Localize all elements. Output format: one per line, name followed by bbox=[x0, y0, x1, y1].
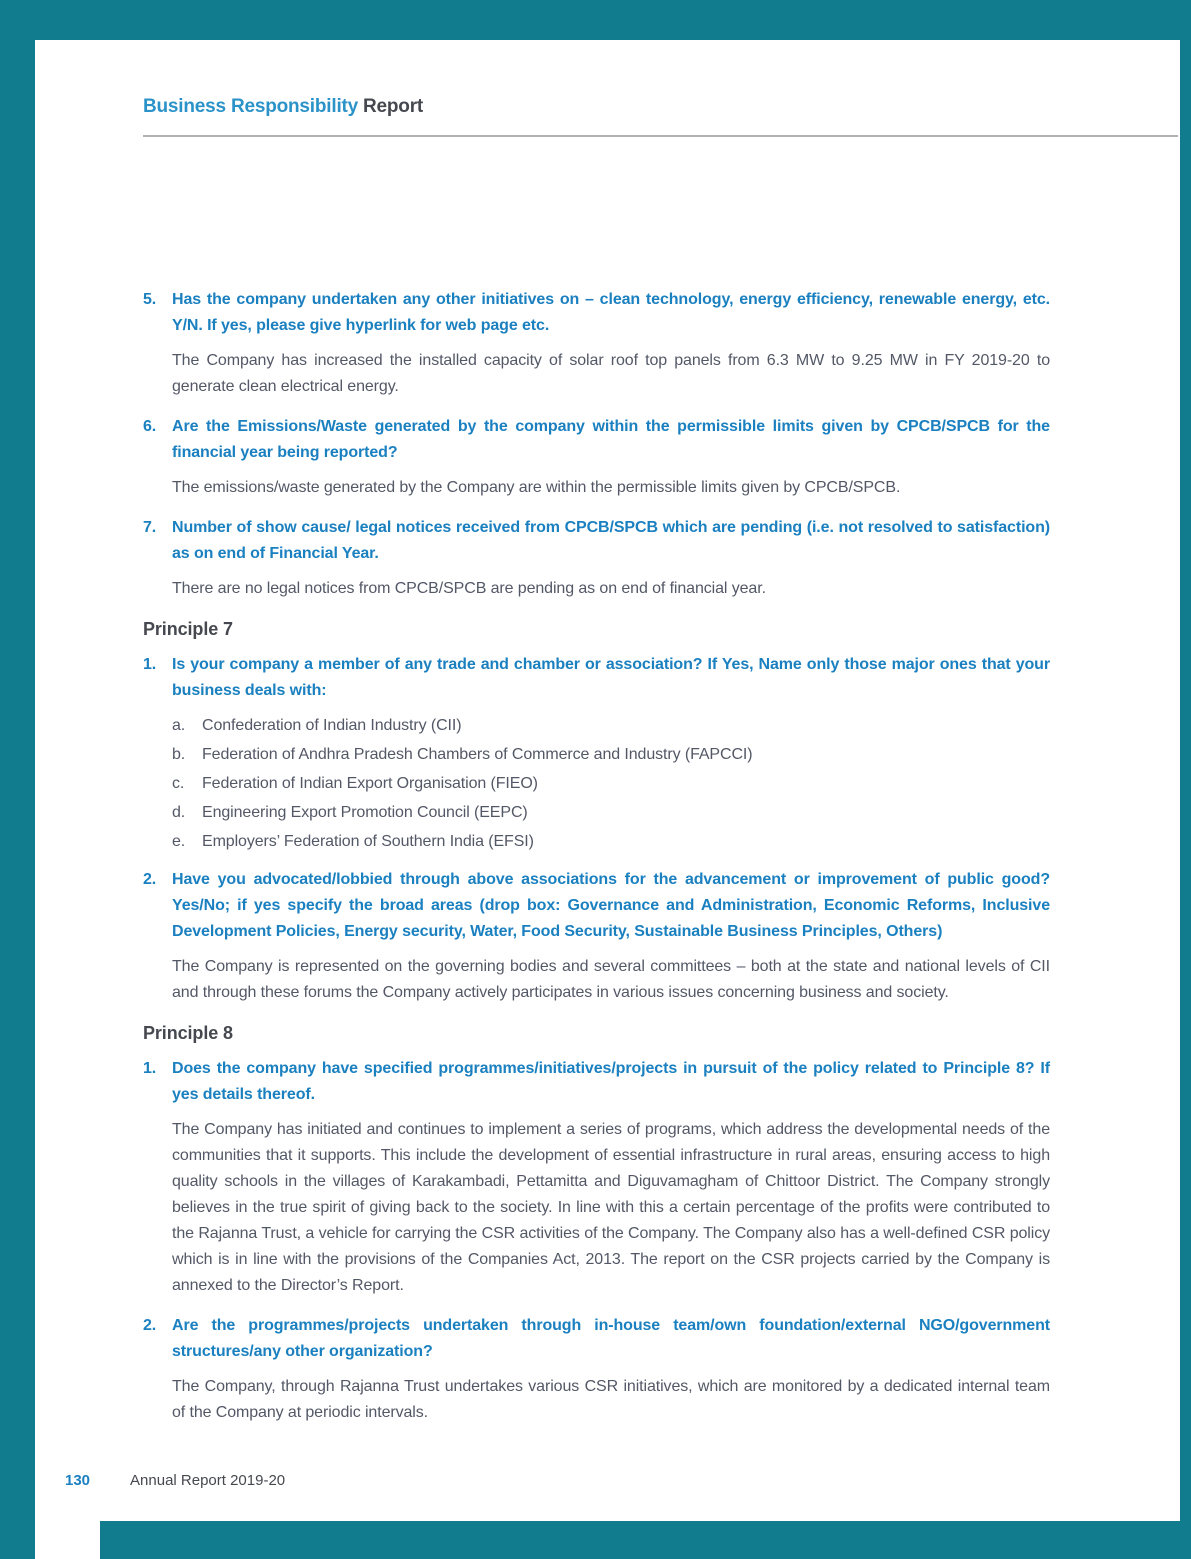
answer-text: There are no legal notices from CPCB/SPCB are pending as on end of financial year. bbox=[172, 580, 766, 597]
question-item bbox=[143, 1056, 1050, 1108]
page-content bbox=[143, 287, 1050, 1440]
header-divider bbox=[143, 135, 1178, 137]
answer-text: The Company, through Rajanna Trust undertakes various CSR initiatives, which are monitored by a dedicated internal team of the Company at periodic intervals. bbox=[172, 1378, 1050, 1421]
question-text: Are the Emissions/Waste generated by the company within the permissible limits given by CPCB/SPCB for the financial year being reported? bbox=[172, 418, 1050, 461]
list-text: Federation of Andhra Pradesh Chambers of Commerce and Industry (FAPCCI) bbox=[202, 746, 753, 763]
frame-top-bar bbox=[0, 0, 1191, 40]
list-item bbox=[172, 800, 1050, 826]
question-text: Has the company undertaken any other initiatives on – clean technology, energy efficiency, renewable energy, etc. Y/N. If yes, please give hyperlink for web page etc. bbox=[172, 291, 1050, 334]
answer-text: The Company has initiated and continues to implement a series of programs, which address the developmental needs of the communities that it supports. This include the development of essential infrastructure in rural areas, ensuring access to high quality schools in the villages of Karakambadi, Pettamitta and Diguvamagham of Chittoor District. The Company strongly believes in the true spirit of giving back to the society. In line with this a certain percentage of the profits were contributed to the Rajanna Trust, a vehicle for carrying the CSR activities of the Company. The Company also has a well-defined CSR policy which is in line with the provisions of the Companies Act, 2013. The report on the CSR projects carried by the Company is annexed to the Director’s Report. bbox=[172, 1121, 1050, 1294]
list-letter: a. bbox=[172, 717, 186, 734]
list-letter: c. bbox=[172, 775, 185, 792]
question-number: 1. bbox=[143, 656, 157, 673]
list-letter: b. bbox=[172, 746, 186, 763]
question-item bbox=[143, 414, 1050, 466]
question-number: 6. bbox=[143, 418, 157, 435]
list-item bbox=[172, 829, 1050, 855]
answer-text: The emissions/waste generated by the Company are within the permissible limits given by CPCB/SPCB. bbox=[172, 479, 901, 496]
list-text: Engineering Export Promotion Council (EEPC) bbox=[202, 804, 528, 821]
principle-heading: Principle 8 bbox=[143, 1023, 233, 1043]
page-footer bbox=[65, 1472, 285, 1489]
report-title-secondary: Report bbox=[363, 96, 424, 117]
frame-left-bar bbox=[0, 0, 35, 1559]
principle-heading: Principle 7 bbox=[143, 619, 233, 639]
question-text: Number of show cause/ legal notices received from CPCB/SPCB which are pending (i.e. not resolved to satisfaction) as on end of Financial Year. bbox=[172, 519, 1050, 562]
question-item bbox=[143, 652, 1050, 704]
frame-right-bar bbox=[1180, 0, 1191, 1559]
question-number: 5. bbox=[143, 291, 157, 308]
association-list bbox=[172, 713, 1050, 855]
question-number: 2. bbox=[143, 871, 157, 888]
footer-label: Annual Report 2019-20 bbox=[130, 1472, 286, 1489]
question-text: Is your company a member of any trade and chamber or association? If Yes, Name only those major ones that your business deals with: bbox=[172, 656, 1050, 699]
question-text: Are the programmes/projects undertaken through in-house team/own foundation/external NGO/government structures/any other organization? bbox=[172, 1317, 1050, 1360]
question-number: 2. bbox=[143, 1317, 157, 1334]
report-header bbox=[143, 96, 423, 118]
list-text: Employers’ Federation of Southern India (EFSI) bbox=[202, 833, 534, 850]
list-text: Confederation of Indian Industry (CII) bbox=[202, 717, 462, 734]
answer-text: The Company has increased the installed capacity of solar roof top panels from 6.3 MW to 9.25 MW in FY 2019-20 to generate clean electrical energy. bbox=[172, 352, 1050, 395]
question-item bbox=[143, 287, 1050, 339]
list-item bbox=[172, 742, 1050, 768]
page-number: 130 bbox=[65, 1472, 91, 1489]
list-item bbox=[172, 713, 1050, 739]
list-item bbox=[172, 771, 1050, 797]
question-item bbox=[143, 867, 1050, 945]
frame-bottom-bar bbox=[100, 1521, 1191, 1559]
question-item bbox=[143, 515, 1050, 567]
list-letter: d. bbox=[172, 804, 186, 821]
question-text: Does the company have specified programmes/initiatives/projects in pursuit of the policy related to Principle 8? If yes details thereof. bbox=[172, 1060, 1050, 1103]
report-title-primary: Business Responsibility bbox=[143, 96, 359, 117]
question-text: Have you advocated/lobbied through above associations for the advancement or improvement of public good? Yes/No; if yes specify the broad areas (drop box: Governance and Administration, Economic Reforms, Inclusive Development Policies, Energy security, Water, Food Security, Sustainable Business Principles, Others) bbox=[172, 871, 1050, 940]
question-number: 1. bbox=[143, 1060, 157, 1077]
answer-text: The Company is represented on the governing bodies and several committees – both at the state and national levels of CII and through these forums the Company actively participates in various issues concerning business and society. bbox=[172, 958, 1050, 1001]
list-text: Federation of Indian Export Organisation (FIEO) bbox=[202, 775, 538, 792]
list-letter: e. bbox=[172, 833, 186, 850]
question-item bbox=[143, 1313, 1050, 1365]
question-number: 7. bbox=[143, 519, 157, 536]
